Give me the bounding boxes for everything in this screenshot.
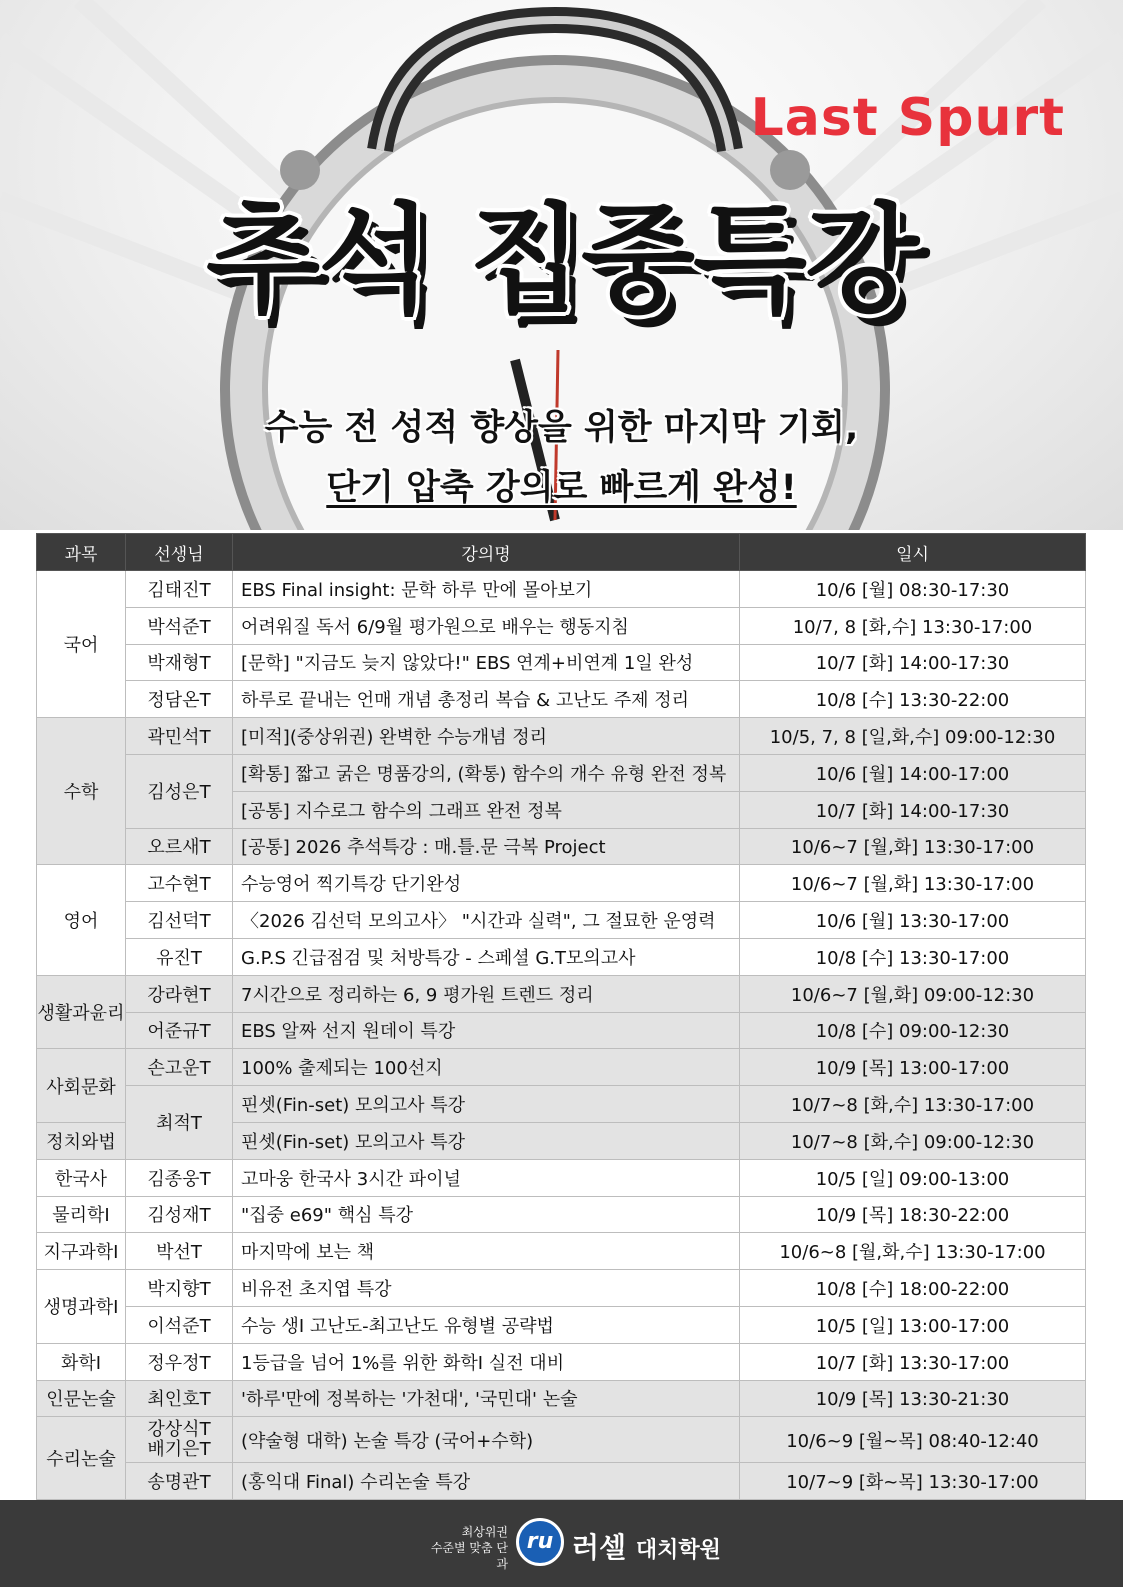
date-cell: 10/7 [화] 14:00-17:30 bbox=[740, 644, 1086, 681]
date-cell: 10/5 [일] 13:00-17:00 bbox=[740, 1306, 1086, 1343]
teacher-cell: 김종웅T bbox=[126, 1159, 233, 1196]
lecture-cell: 수능 생I 고난도-최고난도 유형별 공략법 bbox=[233, 1306, 740, 1343]
table-row bbox=[37, 681, 1086, 718]
date-cell: 10/8 [수] 18:00-22:00 bbox=[740, 1270, 1086, 1307]
header-subject: 과목 bbox=[37, 534, 126, 571]
lecture-cell: EBS 알짜 선지 원데이 특강 bbox=[233, 1012, 740, 1049]
lecture-cell: [공통] 2026 추석특강 : 매.틀.문 극복 Project bbox=[233, 828, 740, 865]
teacher-cell: 최적T bbox=[126, 1086, 233, 1160]
table-row bbox=[37, 902, 1086, 939]
date-cell: 10/7 [화] 14:00-17:30 bbox=[740, 791, 1086, 828]
teacher-cell: 김성은T bbox=[126, 754, 233, 828]
table-row bbox=[37, 754, 1086, 791]
table-row bbox=[37, 828, 1086, 865]
lecture-cell: 고마웅 한국사 3시간 파이널 bbox=[233, 1159, 740, 1196]
subject-cell: 한국사 bbox=[37, 1159, 126, 1196]
date-cell: 10/6~8 [월,화,수] 13:30-17:00 bbox=[740, 1233, 1086, 1270]
subject-cell: 국어 bbox=[37, 571, 126, 718]
date-cell: 10/7~8 [화,수] 09:00-12:30 bbox=[740, 1122, 1086, 1159]
teacher-cell: 강상식T 배기은T bbox=[126, 1417, 233, 1463]
teacher-cell: 박석준T bbox=[126, 607, 233, 644]
header-lecture: 강의명 bbox=[233, 534, 740, 571]
teacher-cell: 유진T bbox=[126, 938, 233, 975]
lecture-cell: 1등급을 넘어 1%를 위한 화학I 실전 대비 bbox=[233, 1343, 740, 1380]
lecture-cell: EBS Final insight: 문학 하루 만에 몰아보기 bbox=[233, 571, 740, 608]
subject-cell: 인문논술 bbox=[37, 1380, 126, 1417]
subject-cell: 정치와법 bbox=[37, 1122, 126, 1159]
footer bbox=[0, 1500, 1123, 1587]
subject-cell: 물리학I bbox=[37, 1196, 126, 1233]
table-row bbox=[37, 1012, 1086, 1049]
table-row bbox=[37, 607, 1086, 644]
date-cell: 10/5, 7, 8 [일,화,수] 09:00-12:30 bbox=[740, 718, 1086, 755]
table-row bbox=[37, 975, 1086, 1012]
date-cell: 10/9 [목] 13:00-17:00 bbox=[740, 1049, 1086, 1086]
teacher-cell: 고수현T bbox=[126, 865, 233, 902]
table-row bbox=[37, 1463, 1086, 1500]
table-row bbox=[37, 1086, 1086, 1123]
lecture-cell: 하루로 끝내는 언매 개념 총정리 복습 & 고난도 주제 정리 bbox=[233, 681, 740, 718]
subtitle-line-2 bbox=[0, 460, 1123, 510]
teacher-cell: 최인호T bbox=[126, 1380, 233, 1417]
teacher-cell: 오르새T bbox=[126, 828, 233, 865]
table-row bbox=[37, 1380, 1086, 1417]
table-header-row bbox=[37, 534, 1086, 571]
date-cell: 10/6~9 [월~목] 08:40-12:40 bbox=[740, 1417, 1086, 1463]
subtitle-line-2-text: 단기 압축 강의로 빠르게 완성! bbox=[326, 468, 797, 508]
lecture-cell: 어려워질 독서 6/9월 평가원으로 배우는 행동지침 bbox=[233, 607, 740, 644]
lecture-cell: (홍익대 Final) 수리논술 특강 bbox=[233, 1463, 740, 1500]
lecture-cell: 100% 출제되는 100선지 bbox=[233, 1049, 740, 1086]
teacher-cell: 이석준T bbox=[126, 1306, 233, 1343]
lecture-cell: 핀셋(Fin-set) 모의고사 특강 bbox=[233, 1122, 740, 1159]
lecture-cell: [미적](중상위권) 완벽한 수능개념 정리 bbox=[233, 718, 740, 755]
lecture-table bbox=[36, 533, 1086, 1500]
lecture-cell: [확통] 짧고 굵은 명품강의, (확통) 함수의 개수 유형 완전 정복 bbox=[233, 754, 740, 791]
date-cell: 10/6~7 [월,화] 13:30-17:00 bbox=[740, 828, 1086, 865]
teacher-cell: 김선덕T bbox=[126, 902, 233, 939]
subject-cell: 영어 bbox=[37, 865, 126, 975]
date-cell: 10/7 [화] 13:30-17:00 bbox=[740, 1343, 1086, 1380]
table-row bbox=[37, 571, 1086, 608]
tagline: Last Spurt bbox=[750, 88, 1065, 148]
date-cell: 10/8 [수] 13:30-17:00 bbox=[740, 938, 1086, 975]
date-cell: 10/6 [월] 14:00-17:00 bbox=[740, 754, 1086, 791]
academy-logo-icon: ru bbox=[516, 1518, 564, 1566]
teacher-cell: 박선T bbox=[126, 1233, 233, 1270]
subject-cell: 화학I bbox=[37, 1343, 126, 1380]
lecture-cell: 7시간으로 정리하는 6, 9 평가원 트렌드 정리 bbox=[233, 975, 740, 1012]
footer-tagline bbox=[420, 1524, 508, 1572]
subject-cell: 사회문화 bbox=[37, 1049, 126, 1123]
teacher-cell: 어준규T bbox=[126, 1012, 233, 1049]
date-cell: 10/9 [목] 13:30-21:30 bbox=[740, 1380, 1086, 1417]
brand-branch: 대치학원 bbox=[635, 1538, 721, 1563]
lecture-cell: G.P.S 긴급점검 및 처방특강 - 스페셜 G.T모의고사 bbox=[233, 938, 740, 975]
date-cell: 10/6~7 [월,화] 09:00-12:30 bbox=[740, 975, 1086, 1012]
teacher-cell: 손고운T bbox=[126, 1049, 233, 1086]
date-cell: 10/7, 8 [화,수] 13:30-17:00 bbox=[740, 607, 1086, 644]
table-row bbox=[37, 1159, 1086, 1196]
subject-cell: 생명과학I bbox=[37, 1270, 126, 1344]
teacher-cell: 송명관T bbox=[126, 1463, 233, 1500]
date-cell: 10/9 [목] 18:30-22:00 bbox=[740, 1196, 1086, 1233]
subject-cell: 생활과윤리 bbox=[37, 975, 126, 1049]
lecture-cell: '하루'만에 정복하는 '가천대', '국민대' 논술 bbox=[233, 1380, 740, 1417]
date-cell: 10/6~7 [월,화] 13:30-17:00 bbox=[740, 865, 1086, 902]
teacher-cell: 박재형T bbox=[126, 644, 233, 681]
table-row bbox=[37, 718, 1086, 755]
table-row bbox=[37, 1417, 1086, 1463]
teacher-cell: 김성재T bbox=[126, 1196, 233, 1233]
subject-cell: 수학 bbox=[37, 718, 126, 865]
lecture-cell: 마지막에 보는 책 bbox=[233, 1233, 740, 1270]
table-row bbox=[37, 644, 1086, 681]
date-cell: 10/7~9 [화~목] 13:30-17:00 bbox=[740, 1463, 1086, 1500]
lecture-cell: 비유전 초지엽 특강 bbox=[233, 1270, 740, 1307]
footer-tagline-line-1: 최상위권 bbox=[461, 1525, 508, 1539]
lecture-cell: "집중 e69" 핵심 특강 bbox=[233, 1196, 740, 1233]
lecture-cell: 핀셋(Fin-set) 모의고사 특강 bbox=[233, 1086, 740, 1123]
table-row bbox=[37, 1306, 1086, 1343]
teacher-cell: 김태진T bbox=[126, 571, 233, 608]
teacher-cell: 박지향T bbox=[126, 1270, 233, 1307]
date-cell: 10/8 [수] 09:00-12:30 bbox=[740, 1012, 1086, 1049]
date-cell: 10/8 [수] 13:30-22:00 bbox=[740, 681, 1086, 718]
table-row bbox=[37, 1233, 1086, 1270]
lecture-cell: [공통] 지수로그 함수의 그래프 완전 정복 bbox=[233, 791, 740, 828]
date-cell: 10/7~8 [화,수] 13:30-17:00 bbox=[740, 1086, 1086, 1123]
table-row bbox=[37, 1196, 1086, 1233]
lecture-cell: 수능영어 찍기특강 단기완성 bbox=[233, 865, 740, 902]
lecture-cell: [문학] "지금도 늦지 않았다!" EBS 연계+비연계 1일 완성 bbox=[233, 644, 740, 681]
academy-brand bbox=[572, 1526, 721, 1566]
subject-cell: 수리논술 bbox=[37, 1417, 126, 1500]
header-date: 일시 bbox=[740, 534, 1086, 571]
lecture-cell: 〈2026 김선덕 모의고사〉 "시간과 실력", 그 절묘한 운영력 bbox=[233, 902, 740, 939]
date-cell: 10/5 [일] 09:00-13:00 bbox=[740, 1159, 1086, 1196]
date-cell: 10/6 [월] 08:30-17:30 bbox=[740, 571, 1086, 608]
header-teacher: 선생님 bbox=[126, 534, 233, 571]
teacher-cell: 정우정T bbox=[126, 1343, 233, 1380]
table-row bbox=[37, 1270, 1086, 1307]
teacher-cell: 곽민석T bbox=[126, 718, 233, 755]
table-row bbox=[37, 1049, 1086, 1086]
table-row bbox=[37, 938, 1086, 975]
table-row bbox=[37, 1343, 1086, 1380]
lecture-cell: (약술형 대학) 논술 특강 (국어+수학) bbox=[233, 1417, 740, 1463]
subject-cell: 지구과학I bbox=[37, 1233, 126, 1270]
table-row bbox=[37, 865, 1086, 902]
subtitle-line-1: 수능 전 성적 향상을 위한 마지막 기회, bbox=[264, 408, 859, 448]
brand-name: 러셀 bbox=[572, 1531, 627, 1564]
teacher-cell: 강라현T bbox=[126, 975, 233, 1012]
teacher-cell: 정담온T bbox=[126, 681, 233, 718]
footer-tagline-line-2: 수준별 맞춤 단과 bbox=[430, 1541, 508, 1571]
date-cell: 10/6 [월] 13:30-17:00 bbox=[740, 902, 1086, 939]
page-title: 추석 집중특강 bbox=[205, 191, 917, 329]
